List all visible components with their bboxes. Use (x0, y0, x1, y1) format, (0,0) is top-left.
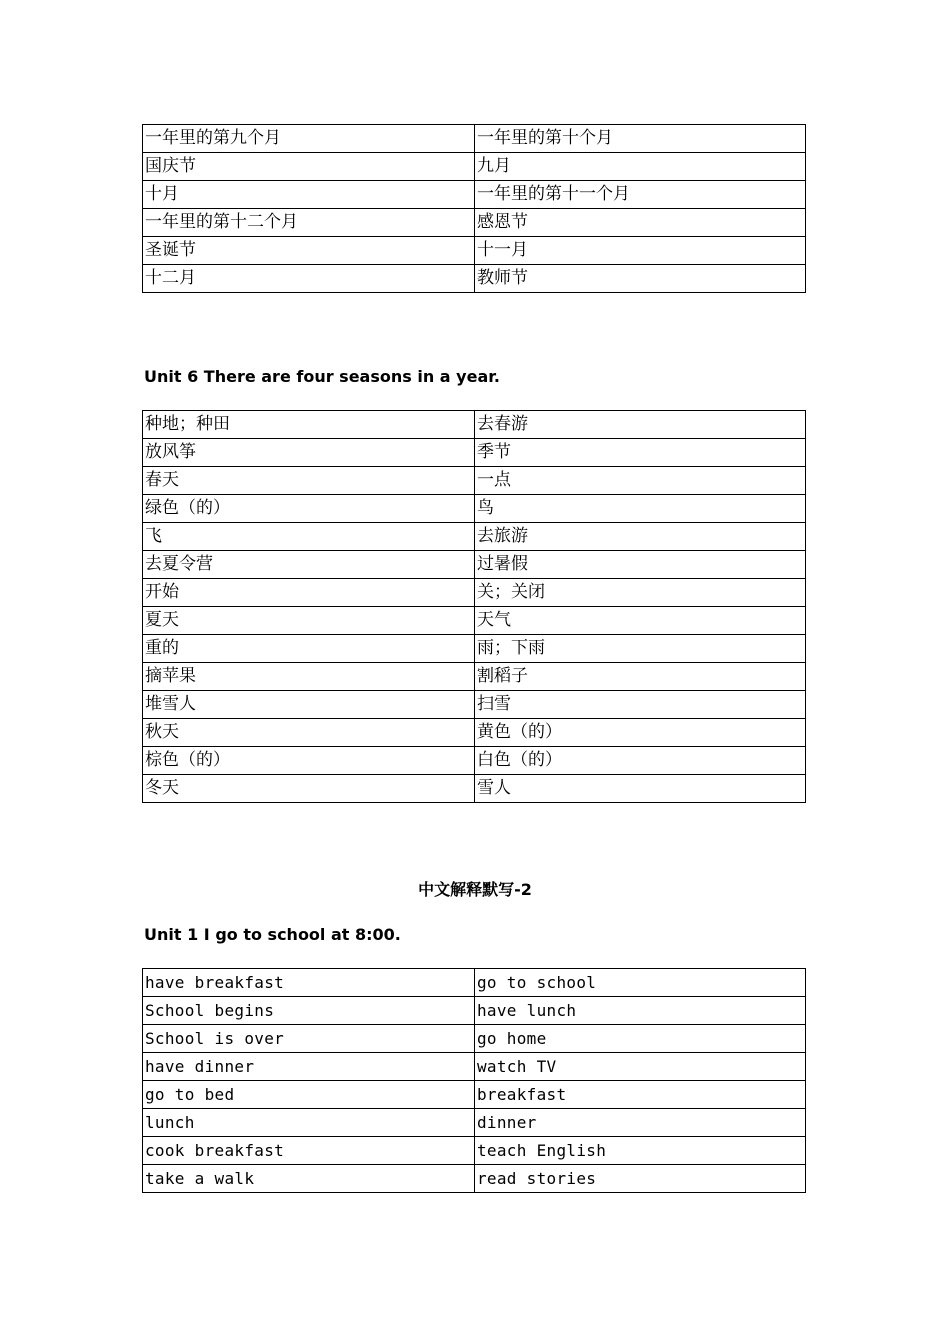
table-cell: go home (475, 1025, 806, 1053)
table-row (143, 579, 806, 607)
table-cell: 天气 (475, 607, 806, 635)
table-row (143, 237, 806, 265)
table-row (143, 1109, 806, 1137)
table-cell: 飞 (143, 523, 475, 551)
table-row (143, 719, 806, 747)
table-cell: 白色（的） (475, 747, 806, 775)
table-row (143, 265, 806, 293)
table-cell: have lunch (475, 997, 806, 1025)
table-cell: 鸟 (475, 495, 806, 523)
table-row (143, 153, 806, 181)
table-row (143, 125, 806, 153)
table-row (143, 551, 806, 579)
table-cell: cook breakfast (143, 1137, 475, 1165)
table-cell: 国庆节 (143, 153, 475, 181)
table-cell: watch TV (475, 1053, 806, 1081)
table-cell: School begins (143, 997, 475, 1025)
table-cell: 一年里的第九个月 (143, 125, 475, 153)
table-cell: 雨；下雨 (475, 635, 806, 663)
table-cell: teach English (475, 1137, 806, 1165)
table-row (143, 969, 806, 997)
table-cell: have breakfast (143, 969, 475, 997)
table-row (143, 775, 806, 803)
table-row (143, 635, 806, 663)
table-cell: 过暑假 (475, 551, 806, 579)
unit6-vocab-table (142, 410, 806, 803)
table-row (143, 1081, 806, 1109)
table-cell: 堆雪人 (143, 691, 475, 719)
table-row (143, 495, 806, 523)
table-cell: 季节 (475, 439, 806, 467)
table-row (143, 467, 806, 495)
table-cell: take a walk (143, 1165, 475, 1193)
table-cell: 去夏令营 (143, 551, 475, 579)
table-cell: lunch (143, 1109, 475, 1137)
table-cell: 放风筝 (143, 439, 475, 467)
table-cell: 一年里的第十一个月 (475, 181, 806, 209)
table-row (143, 607, 806, 635)
table-cell: 割稻子 (475, 663, 806, 691)
table-row (143, 411, 806, 439)
table-row (143, 1137, 806, 1165)
table-row (143, 181, 806, 209)
table-row (143, 1025, 806, 1053)
table-cell: breakfast (475, 1081, 806, 1109)
table-cell: 十月 (143, 181, 475, 209)
table-cell: 九月 (475, 153, 806, 181)
table-cell: 重的 (143, 635, 475, 663)
table-cell: 扫雪 (475, 691, 806, 719)
table-cell: go to bed (143, 1081, 475, 1109)
table-cell: 十二月 (143, 265, 475, 293)
table-cell: 绿色（的） (143, 495, 475, 523)
table-cell: 秋天 (143, 719, 475, 747)
table-cell: 去春游 (475, 411, 806, 439)
unit1-heading: Unit 1 I go to school at 8:00. (144, 925, 401, 944)
table-cell: 棕色（的） (143, 747, 475, 775)
table-row (143, 691, 806, 719)
table-cell: read stories (475, 1165, 806, 1193)
table-cell: 去旅游 (475, 523, 806, 551)
table-cell: 冬天 (143, 775, 475, 803)
table-row (143, 1053, 806, 1081)
table-cell: 摘苹果 (143, 663, 475, 691)
table-cell: 一年里的第十个月 (475, 125, 806, 153)
section-title: 中文解释默写-2 (418, 880, 532, 899)
table-cell: 圣诞节 (143, 237, 475, 265)
table-cell: 开始 (143, 579, 475, 607)
table-cell: 关；关闭 (475, 579, 806, 607)
table-row (143, 1165, 806, 1193)
table-cell: 教师节 (475, 265, 806, 293)
table-row (143, 209, 806, 237)
table-cell: 夏天 (143, 607, 475, 635)
table-row (143, 523, 806, 551)
table-cell: 一年里的第十二个月 (143, 209, 475, 237)
table-cell: dinner (475, 1109, 806, 1137)
table-cell: 黄色（的） (475, 719, 806, 747)
unit1-vocab-table (142, 968, 806, 1193)
table-row (143, 663, 806, 691)
table-cell: 一点 (475, 467, 806, 495)
table-cell: 感恩节 (475, 209, 806, 237)
months-holidays-table (142, 124, 806, 293)
table-cell: have dinner (143, 1053, 475, 1081)
table-row (143, 997, 806, 1025)
table-cell: 种地；种田 (143, 411, 475, 439)
table-cell: School is over (143, 1025, 475, 1053)
table-cell: 雪人 (475, 775, 806, 803)
table-row (143, 747, 806, 775)
unit6-heading: Unit 6 There are four seasons in a year. (144, 367, 500, 386)
table-cell: 春天 (143, 467, 475, 495)
table-cell: go to school (475, 969, 806, 997)
table-cell: 十一月 (475, 237, 806, 265)
table-row (143, 439, 806, 467)
